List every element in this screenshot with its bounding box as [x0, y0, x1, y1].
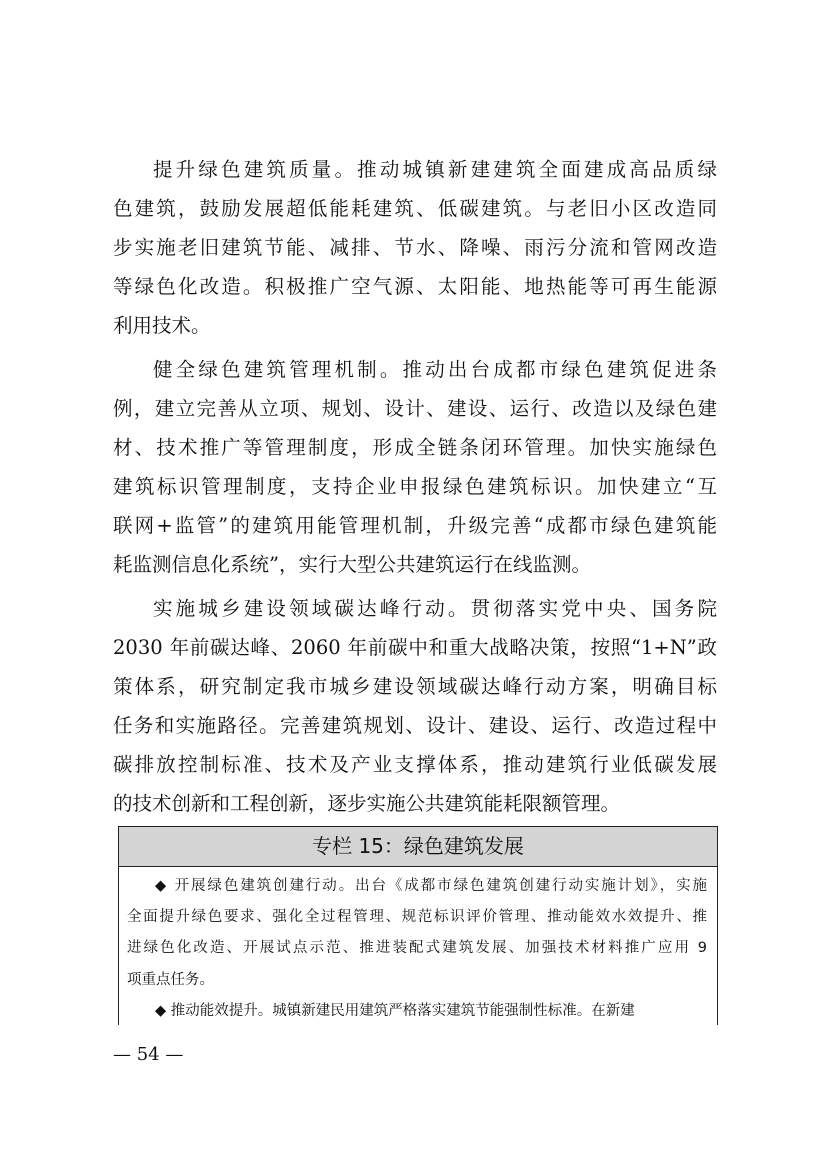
column-box [118, 826, 718, 1025]
paragraph-line: 任务和实施路径。完善建筑规划、设计、建设、运行、改造过程中 [113, 714, 717, 737]
column-box-line: 项重点任务。 [127, 972, 214, 988]
paragraph-line: 实施城乡建设领域碳达峰行动。贯彻落实党中央、国务院 [153, 597, 717, 620]
column-box-title: 专栏 15：绿色建筑发展 [119, 827, 717, 867]
column-box-line: 进绿色化改造、开展试点示范、推进装配式建筑发展、加强技术材料推广应用 9 [127, 940, 707, 956]
paragraph-line: 策体系，研究制定我市城乡建设领域碳达峰行动方案，明确目标 [113, 675, 717, 698]
paragraph-line: 材、技术推广等管理制度，形成全链条闭环管理。加快实施绿色 [113, 436, 717, 459]
paragraph-line: 等绿色化改造。积极推广空气源、太阳能、地热能等可再生能源 [113, 275, 717, 298]
paragraph-line: 步实施老旧建筑节能、减排、节水、降噪、雨污分流和管网改造 [113, 236, 717, 259]
column-box-line: ◆ 推动能效提升。城镇新建民用建筑严格落实建筑节能强制性标准。在新建 [155, 1003, 635, 1019]
paragraph-line: 的技术创新和工程创新，逐步实施公共建筑能耗限额管理。 [113, 792, 621, 815]
paragraph-line: 联网+监管”的建筑用能管理机制，升级完善“成都市绿色建筑能 [113, 514, 717, 537]
column-box-line: ◆ 开展绿色建筑创建行动。出台《成都市绿色建筑创建行动实施计划》，实施 [155, 878, 707, 894]
column-box-line: 全面提升绿色要求、强化全过程管理、规范标识评价管理、推动能效水效提升、推 [127, 909, 707, 925]
paragraph-line: 健全绿色建筑管理机制。推动出台成都市绿色建筑促进条 [153, 358, 717, 381]
paragraph-line: 提升绿色建筑质量。推动城镇新建建筑全面建成高品质绿 [153, 158, 717, 181]
page-number: — 54 — [113, 1044, 184, 1065]
paragraph-line: 例，建立完善从立项、规划、设计、建设、运行、改造以及绿色建 [113, 397, 717, 420]
paragraph-line: 色建筑，鼓励发展超低能耗建筑、低碳建筑。与老旧小区改造同 [113, 197, 717, 220]
paragraph-line: 建筑标识管理制度，支持企业申报绿色建筑标识。加快建立“互 [113, 475, 717, 498]
paragraph-line: 利用技术。 [113, 314, 211, 337]
paragraph-line: 耗监测信息化系统”，实行大型公共建筑运行在线监测。 [113, 553, 591, 576]
paragraph-line: 2030 年前碳达峰、2060 年前碳中和重大战略决策，按照“1+N”政 [113, 636, 717, 659]
paragraph-line: 碳排放控制标准、技术及产业支撑体系，推动建筑行业低碳发展 [113, 753, 717, 776]
